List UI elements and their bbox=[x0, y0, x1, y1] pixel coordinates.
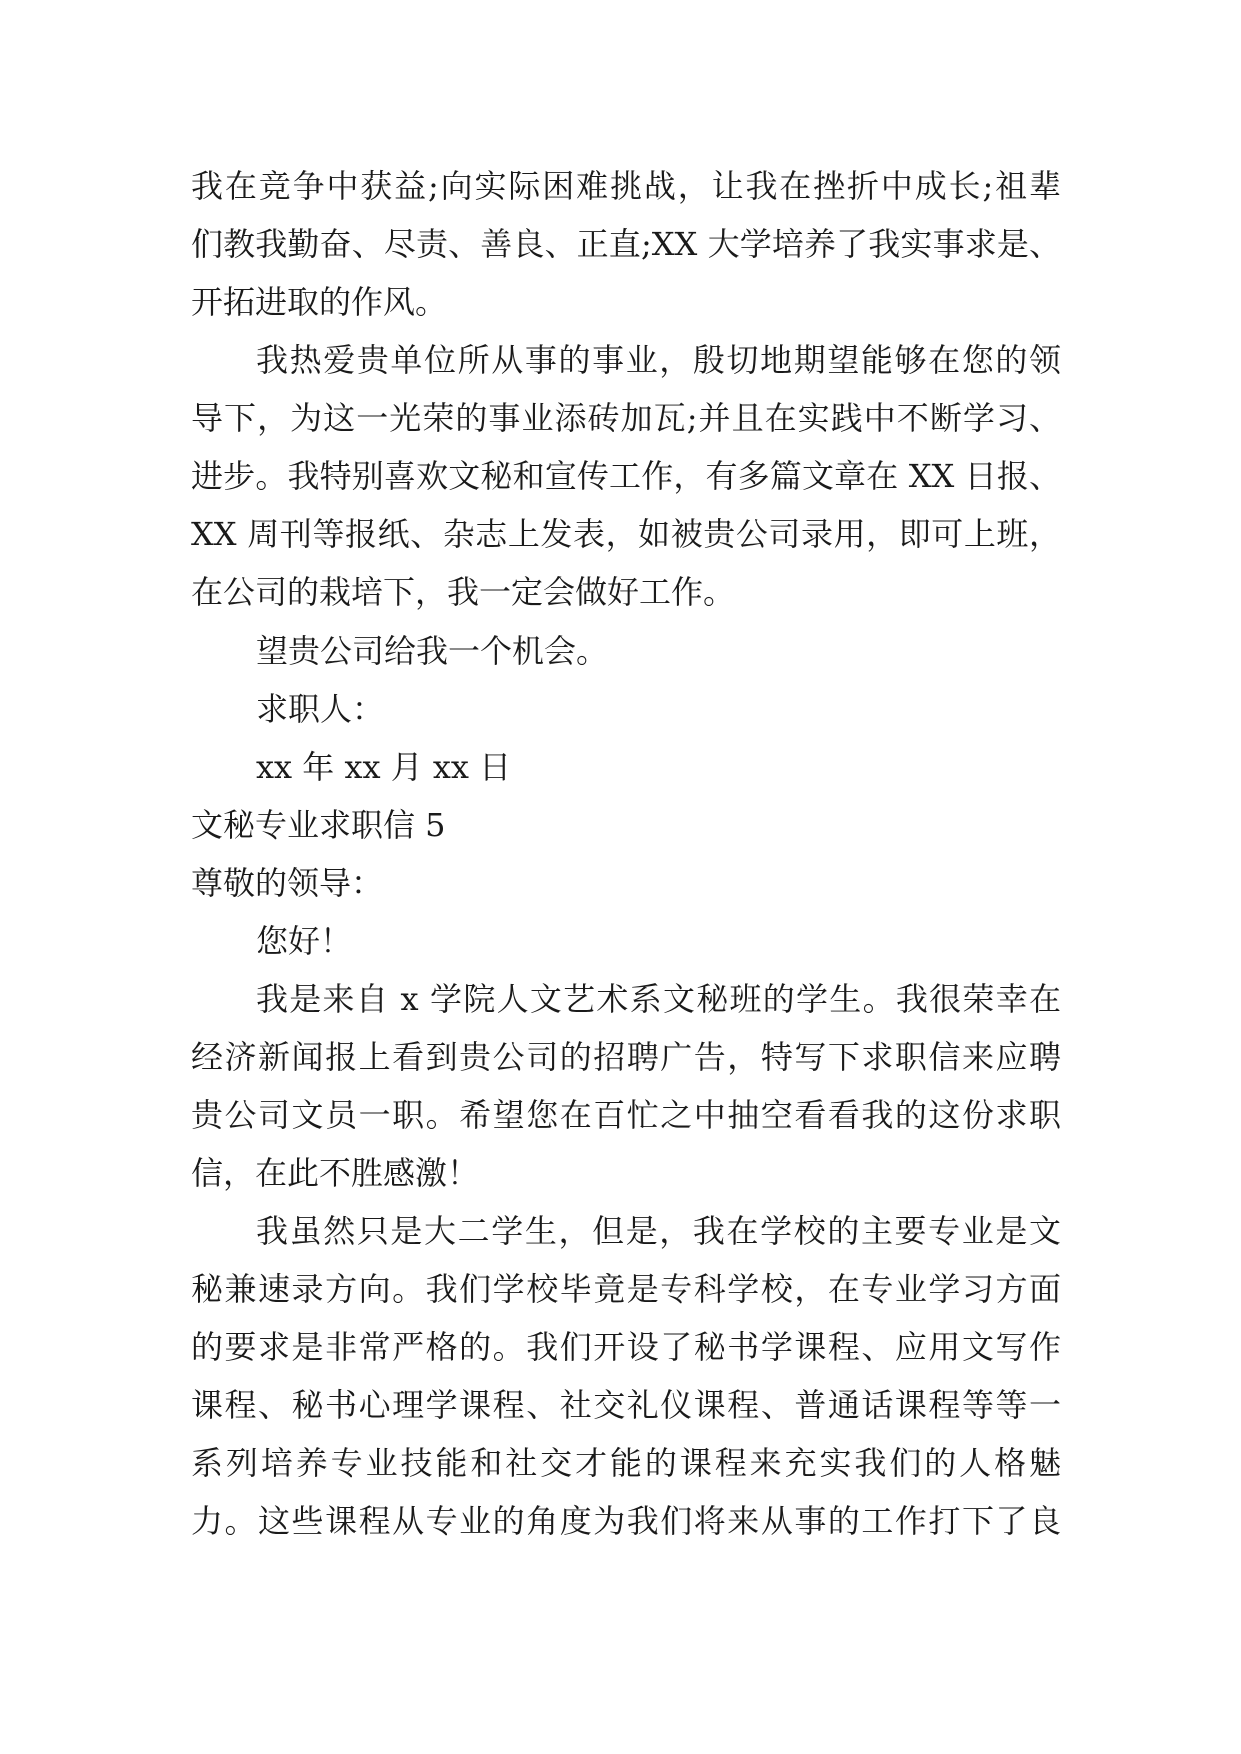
text-line: 我虽然只是大二学生，但是，我在学校的主要专业是文 bbox=[256, 1212, 1061, 1250]
text-line: 信，在此不胜感激！ bbox=[191, 1154, 480, 1192]
text-line: 课程、秘书心理学课程、社交礼仪课程、普通话课程等等一 bbox=[191, 1386, 1061, 1424]
signature-label: 求职人： bbox=[256, 690, 385, 728]
text-line: 秘兼速录方向。我们学校毕竟是专科学校，在专业学习方面 bbox=[191, 1270, 1061, 1308]
greeting: 您好！ bbox=[256, 922, 353, 960]
text-line: 我热爱贵单位所从事的事业，殷切地期望能够在您的领 bbox=[256, 341, 1061, 379]
text-line: 在公司的栽培下，我一定会做好工作。 bbox=[191, 573, 736, 611]
date-line: xx 年 xx 月 xx 日 bbox=[256, 748, 512, 786]
text-line: 我是来自 x 学院人文艺术系文秘班的学生。我很荣幸在 bbox=[256, 980, 1061, 1018]
text-line: 经济新闻报上看到贵公司的招聘广告，特写下求职信来应聘 bbox=[191, 1038, 1061, 1076]
text-line: 系列培养专业技能和社交才能的课程来充实我们的人格魅 bbox=[191, 1444, 1061, 1482]
section-title: 文秘专业求职信 5 bbox=[191, 806, 446, 844]
salutation: 尊敬的领导： bbox=[191, 864, 384, 902]
text-line: 贵公司文员一职。希望您在百忙之中抽空看看我的这份求职 bbox=[191, 1096, 1061, 1134]
text-line: 开拓进取的作风。 bbox=[191, 283, 448, 321]
text-line: 进步。我特别喜欢文秘和宣传工作，有多篇文章在 XX 日报、 bbox=[191, 457, 1061, 495]
text-line: XX 周刊等报纸、杂志上发表，如被贵公司录用，即可上班， bbox=[191, 515, 1061, 553]
text-line: 导下，为这一光荣的事业添砖加瓦;并且在实践中不断学习、 bbox=[191, 399, 1061, 437]
text-line: 的要求是非常严格的。我们开设了秘书学课程、应用文写作 bbox=[191, 1328, 1061, 1366]
text-line: 力。这些课程从专业的角度为我们将来从事的工作打下了良 bbox=[191, 1502, 1061, 1540]
text-line: 们教我勤奋、尽责、善良、正直;XX 大学培养了我实事求是、 bbox=[191, 225, 1061, 263]
text-line: 我在竞争中获益;向实际困难挑战，让我在挫折中成长;祖辈 bbox=[191, 167, 1061, 205]
text-line: 望贵公司给我一个机会。 bbox=[256, 632, 609, 670]
